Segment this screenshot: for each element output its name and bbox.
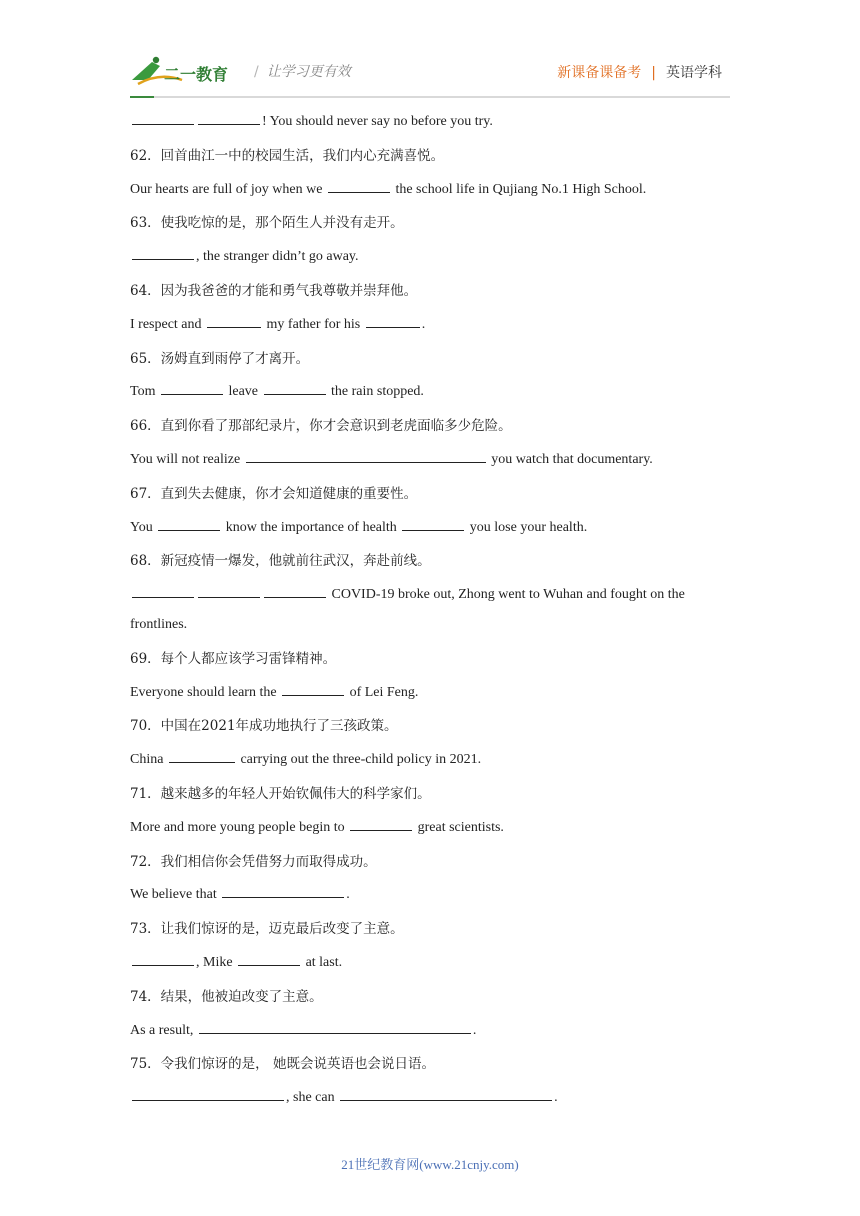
sentence-text: More and more young people begin to <box>130 819 349 835</box>
sentence-text: my father for his <box>263 316 364 332</box>
sentence-text: the school life in Qujiang No.1 High School. <box>391 181 647 197</box>
question-prompt: 65．汤姆直到雨停了才离开。 <box>130 350 310 367</box>
question-prompt: 68．新冠疫情一爆发，他就前往武汉，奔赴前线。 <box>130 553 431 570</box>
sentence-text: As a result, <box>130 1022 197 1038</box>
answer-blank[interactable] <box>132 109 194 125</box>
sentence-text: of Lei Feng. <box>346 684 419 700</box>
question-prompt: 69．每个人都应该学习雷锋精神。 <box>130 650 337 667</box>
answer-line <box>130 176 730 210</box>
header-separator: | <box>651 65 656 81</box>
sentence-text: Our hearts are full of joy when we <box>130 181 326 197</box>
answer-blank[interactable] <box>132 1085 284 1101</box>
answer-blank[interactable] <box>328 177 390 193</box>
answer-line <box>130 746 730 780</box>
header-subject <box>557 62 722 82</box>
sentence-text: COVID-19 broke out, Zhong went to Wuhan and fought on the <box>328 587 685 603</box>
sentence-text: , the stranger didn’t go away. <box>196 249 359 265</box>
answer-line <box>130 679 730 713</box>
question-prompt: 66．直到你看了那部纪录片，你才会意识到老虎面临多少危险。 <box>130 418 512 435</box>
answer-blank[interactable] <box>158 515 220 531</box>
answer-line <box>130 1084 730 1118</box>
answer-blank[interactable] <box>132 950 194 966</box>
answer-blank[interactable] <box>264 582 326 598</box>
page-footer: 21世纪教育网(www.21cnjy.com) <box>341 1157 519 1172</box>
logo <box>130 54 242 88</box>
question-prompt: 71．越来越多的年轻人开始钦佩伟大的科学家们。 <box>130 785 431 802</box>
answer-line <box>130 881 730 915</box>
sentence-text: . <box>421 316 426 332</box>
answer-line <box>130 243 730 277</box>
answer-blank[interactable] <box>350 815 412 831</box>
question-prompt: 63．使我吃惊的是，那个陌生人并没有走开。 <box>130 215 404 232</box>
question-prompt: 72．我们相信你会凭借努力而取得成功。 <box>130 853 377 870</box>
header-slogan: / 让学习更有效 <box>254 64 351 80</box>
question-prompt: 62．回首曲江一中的校园生活，我们内心充满喜悦。 <box>130 147 445 164</box>
answer-line <box>130 311 730 345</box>
sentence-text: the rain stopped. <box>327 384 424 400</box>
answer-line <box>130 949 730 983</box>
sentence-text: Everyone should learn the <box>130 684 281 700</box>
sentence-text: . <box>346 887 350 903</box>
answer-line <box>130 611 730 645</box>
question-prompt: 75．令我们惊讶的是， 她既会说英语也会说日语。 <box>130 1056 435 1073</box>
question-prompt: 74．结果，他被迫改变了主意。 <box>130 988 323 1005</box>
sentence-text: , she can <box>286 1090 339 1106</box>
answer-blank[interactable] <box>198 109 260 125</box>
answer-blank[interactable] <box>169 747 235 763</box>
answer-blank[interactable] <box>282 680 344 696</box>
answer-blank[interactable] <box>132 244 194 260</box>
answer-blank[interactable] <box>366 312 420 328</box>
answer-line <box>130 814 730 848</box>
sentence-text: You <box>130 519 157 535</box>
question-prompt: 67．直到失去健康，你才会知道健康的重要性。 <box>130 485 418 502</box>
sentence-text: you watch that documentary. <box>487 451 653 467</box>
header-subject-label: 英语学科 <box>666 65 722 81</box>
sentence-text: We believe that <box>130 887 221 903</box>
sentence-text: Tom <box>130 384 159 400</box>
sentence-text: leave <box>224 384 262 400</box>
answer-blank[interactable] <box>161 379 223 395</box>
sentence-text: . <box>472 1022 477 1038</box>
answer-blank[interactable] <box>238 950 300 966</box>
answer-blank[interactable] <box>132 582 194 598</box>
answer-blank[interactable] <box>340 1085 552 1101</box>
sentence-text: you lose your health. <box>466 519 588 535</box>
answer-blank[interactable] <box>222 882 344 898</box>
sentence-text: carrying out the three-child policy in 2021. <box>236 752 482 768</box>
header-divider <box>130 96 730 98</box>
sentence-text: I respect and <box>130 316 206 332</box>
sentence-text: frontlines. <box>130 616 188 632</box>
question-prompt: 64．因为我爸爸的才能和勇气我尊敬并崇拜他。 <box>130 282 418 299</box>
sentence-text: great scientists. <box>414 819 504 835</box>
answer-line <box>130 581 730 615</box>
sentence-text: know the importance of health <box>222 519 401 535</box>
logo-text: 二一教育 <box>164 65 229 84</box>
answer-blank[interactable] <box>198 582 260 598</box>
answer-line <box>130 108 730 142</box>
question-prompt: 70．中国在2021年成功地执行了三孩政策。 <box>130 718 398 735</box>
answer-blank[interactable] <box>402 515 464 531</box>
page-header <box>0 0 860 100</box>
exercise-list <box>130 108 730 1118</box>
answer-line <box>130 446 730 480</box>
header-course-label: 新课备课备考 <box>557 65 642 81</box>
sentence-text: , Mike <box>196 954 237 970</box>
sentence-text: ! You should never say no before you try. <box>262 114 493 129</box>
answer-line <box>130 378 730 412</box>
answer-blank[interactable] <box>264 379 326 395</box>
answer-blank[interactable] <box>199 1018 471 1034</box>
sentence-text: . <box>554 1090 558 1106</box>
answer-line <box>130 514 730 548</box>
sentence-text: at last. <box>302 954 343 970</box>
sentence-text: You will not realize <box>130 451 244 467</box>
answer-blank[interactable] <box>207 312 261 328</box>
answer-line <box>130 1017 730 1051</box>
answer-blank[interactable] <box>246 447 486 463</box>
question-prompt: 73．让我们惊讶的是，迈克最后改变了主意。 <box>130 921 404 938</box>
sentence-text: China <box>130 752 167 768</box>
